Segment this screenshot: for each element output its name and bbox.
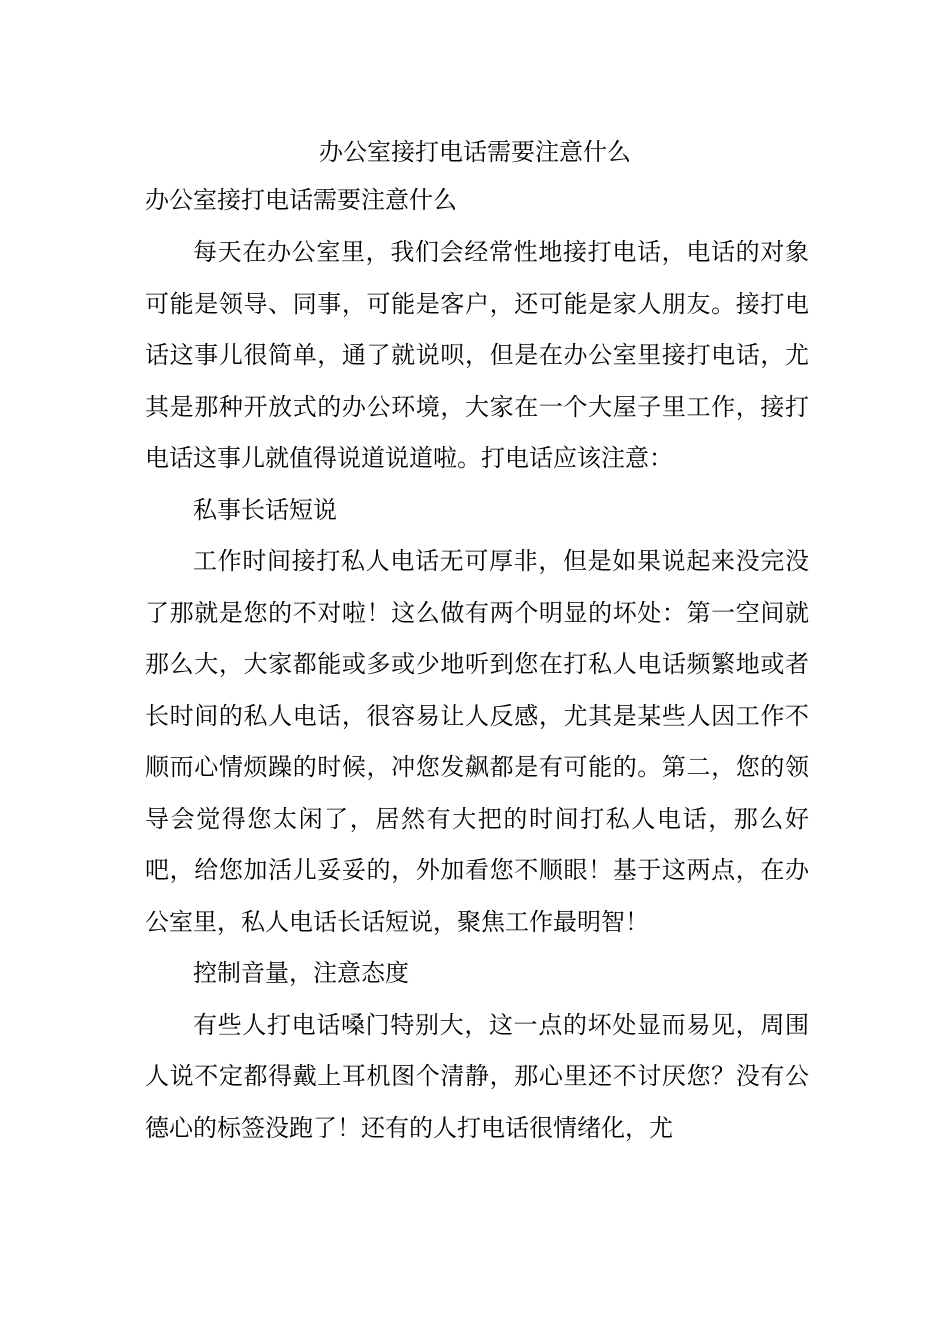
section-heading-private-calls: 私事长话短说 (193, 495, 337, 524)
paragraph-intro: 每天在办公室里，我们会经常性地接打电话，电话的对象可能是领导、同事，可能是客户，还可能是家人朋友。接打电话这事儿很简单，通了就说呗，但是在办公室里接打电话，尤其是那种开放式的办公环境，大家在一个大屋子里工作，接打电话这事儿就值得说道说道啦。打电话应该注意： (145, 238, 809, 472)
paragraph-private-calls: 工作时间接打私人电话无可厚非，但是如果说起来没完没了那就是您的不对啦！这么做有两个明显的坏处：第一空间就那么大，大家都能或多或少地听到您在打私人电话频繁地或者长时间的私人电话，很容易让人反感，尤其是某些人因工作不顺而心情烦躁的时候，冲您发飙都是有可能的。第二，您的领导会觉得您太闲了，居然有大把的时间打私人电话，那么好吧，给您加活儿妥妥的，外加看您不顺眼！基于这两点，在办公室里，私人电话长话短说，聚焦工作最明智！ (145, 547, 809, 936)
section-heading-volume-attitude: 控制音量，注意态度 (193, 959, 409, 987)
document-body (145, 227, 809, 1154)
document-subtitle: 办公室接打电话需要注意什么 (145, 186, 457, 214)
paragraph-volume-attitude: 有些人打电话嗓门特别大，这一点的坏处显而易见，周围人说不定都得戴上耳机图个清静，那心里还不讨厌您？没有公德心的标签没跑了！还有的人打电话很情绪化，尤 (145, 1010, 809, 1142)
document-title: 办公室接打电话需要注意什么 (319, 138, 631, 166)
